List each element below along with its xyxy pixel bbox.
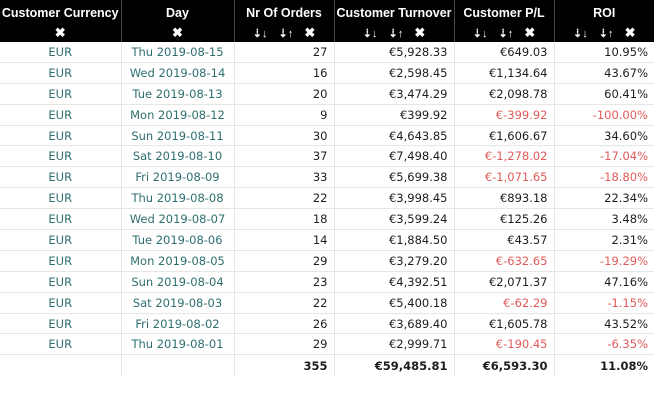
cell-turnover: €4,643.85	[334, 125, 454, 146]
cell-pl: €-190.45	[454, 334, 554, 355]
cell-pl: €125.26	[454, 209, 554, 230]
cell-roi: -18.80%	[554, 167, 654, 188]
cell-roi: -17.04%	[554, 146, 654, 167]
cell-roi: -19.29%	[554, 250, 654, 271]
cell-currency: EUR	[0, 271, 121, 292]
cell-turnover: €1,884.50	[334, 230, 454, 251]
cell-currency: EUR	[0, 62, 121, 83]
column-title: Day	[166, 6, 189, 20]
cell-turnover: €3,599.24	[334, 209, 454, 230]
cell-currency: EUR	[0, 313, 121, 334]
cell-roi: -100.00%	[554, 104, 654, 125]
cell-day: Sun 2019-08-11	[121, 125, 234, 146]
remove-column-icon[interactable]: ✖	[54, 25, 66, 40]
table-row	[0, 209, 654, 230]
remove-column-icon[interactable]: ✖	[304, 25, 316, 40]
column-header-day	[121, 0, 234, 42]
cell-orders: 20	[234, 83, 334, 104]
cell-currency: EUR	[0, 292, 121, 313]
total-orders: 355	[234, 355, 334, 378]
cell-turnover: €3,279.20	[334, 250, 454, 271]
cell-turnover: €399.92	[334, 104, 454, 125]
table-row	[0, 230, 654, 251]
sort-ascending-icon[interactable]: ⇣↑	[278, 28, 294, 40]
cell-day: Mon 2019-08-12	[121, 104, 234, 125]
cell-day: Wed 2019-08-14	[121, 62, 234, 83]
table-row	[0, 271, 654, 292]
sort-descending-icon[interactable]: ⇣↓	[472, 28, 488, 40]
cell-currency: EUR	[0, 125, 121, 146]
cell-day: Thu 2019-08-08	[121, 188, 234, 209]
table-row	[0, 334, 654, 355]
cell-roi: 3.48%	[554, 209, 654, 230]
cell-turnover: €7,498.40	[334, 146, 454, 167]
cell-currency: EUR	[0, 146, 121, 167]
cell-roi: 43.67%	[554, 62, 654, 83]
table-row	[0, 83, 654, 104]
cell-pl: €1,134.64	[454, 62, 554, 83]
table-row	[0, 62, 654, 83]
cell-pl: €-62.29	[454, 292, 554, 313]
cell-day: Mon 2019-08-05	[121, 250, 234, 271]
cell-orders: 9	[234, 104, 334, 125]
column-title: Customer Currency	[1, 6, 119, 20]
cell-day: Sat 2019-08-03	[121, 292, 234, 313]
sort-ascending-icon[interactable]: ⇣↑	[388, 28, 404, 40]
cell-orders: 29	[234, 334, 334, 355]
table-row	[0, 188, 654, 209]
cell-orders: 29	[234, 250, 334, 271]
column-title: Nr Of Orders	[246, 6, 322, 20]
cell-roi: 22.34%	[554, 188, 654, 209]
cell-turnover: €5,699.38	[334, 167, 454, 188]
cell-currency: EUR	[0, 230, 121, 251]
cell-currency: EUR	[0, 104, 121, 125]
cell-orders: 22	[234, 188, 334, 209]
sort-descending-icon[interactable]: ⇣↓	[362, 28, 378, 40]
cell-turnover: €4,392.51	[334, 271, 454, 292]
cell-pl: €-399.92	[454, 104, 554, 125]
cell-currency: EUR	[0, 250, 121, 271]
cell-day: Sun 2019-08-04	[121, 271, 234, 292]
cell-roi: -1.15%	[554, 292, 654, 313]
column-title: ROI	[593, 6, 616, 20]
cell-pl: €2,098.78	[454, 83, 554, 104]
table-row	[0, 104, 654, 125]
total-roi: 11.08%	[554, 355, 654, 378]
cell-roi: 10.95%	[554, 42, 654, 62]
cell-turnover: €5,400.18	[334, 292, 454, 313]
cell-pl: €649.03	[454, 42, 554, 62]
cell-turnover: €3,689.40	[334, 313, 454, 334]
column-header-customer-turnover	[334, 0, 454, 42]
cell-orders: 16	[234, 62, 334, 83]
cell-orders: 26	[234, 313, 334, 334]
cell-day: Wed 2019-08-07	[121, 209, 234, 230]
total-currency	[0, 355, 121, 378]
cell-day: Tue 2019-08-06	[121, 230, 234, 251]
cell-day: Fri 2019-08-02	[121, 313, 234, 334]
column-title: Customer P/L	[463, 6, 545, 20]
total-pl: €6,593.30	[454, 355, 554, 378]
cell-roi: 34.60%	[554, 125, 654, 146]
cell-pl: €1,606.67	[454, 125, 554, 146]
table-row	[0, 313, 654, 334]
cell-turnover: €2,598.45	[334, 62, 454, 83]
cell-turnover: €3,474.29	[334, 83, 454, 104]
column-header-nr-of-orders	[234, 0, 334, 42]
cell-pl: €1,605.78	[454, 313, 554, 334]
cell-pl: €2,071.37	[454, 271, 554, 292]
sort-descending-icon[interactable]: ⇣↓	[252, 28, 268, 40]
sort-descending-icon[interactable]: ⇣↓	[573, 28, 588, 40]
cell-currency: EUR	[0, 188, 121, 209]
column-header-customer-pl	[454, 0, 554, 42]
cell-roi: 47.16%	[554, 271, 654, 292]
cell-turnover: €5,928.33	[334, 42, 454, 62]
cell-orders: 33	[234, 167, 334, 188]
cell-currency: EUR	[0, 334, 121, 355]
cell-currency: EUR	[0, 83, 121, 104]
cell-roi: 60.41%	[554, 83, 654, 104]
column-header-roi	[554, 0, 654, 42]
totals-row	[0, 355, 654, 378]
cell-roi: 2.31%	[554, 230, 654, 251]
cell-orders: 23	[234, 271, 334, 292]
table-row	[0, 167, 654, 188]
remove-column-icon[interactable]: ✖	[624, 25, 636, 40]
cell-orders: 37	[234, 146, 334, 167]
cell-currency: EUR	[0, 167, 121, 188]
cell-day: Fri 2019-08-09	[121, 167, 234, 188]
cell-day: Thu 2019-08-15	[121, 42, 234, 62]
table-row	[0, 292, 654, 313]
cell-pl: €-632.65	[454, 250, 554, 271]
sort-ascending-icon[interactable]: ⇣↑	[598, 28, 614, 40]
remove-column-icon[interactable]: ✖	[172, 25, 183, 40]
remove-column-icon[interactable]: ✖	[414, 25, 426, 40]
cell-orders: 30	[234, 125, 334, 146]
cell-orders: 14	[234, 230, 334, 251]
cell-roi: 43.52%	[554, 313, 654, 334]
cell-turnover: €2,999.71	[334, 334, 454, 355]
cell-orders: 27	[234, 42, 334, 62]
cell-day: Tue 2019-08-13	[121, 83, 234, 104]
cell-pl: €43.57	[454, 230, 554, 251]
table-row	[0, 146, 654, 167]
cell-currency: EUR	[0, 209, 121, 230]
cell-roi: -6.35%	[554, 334, 654, 355]
cell-orders: 18	[234, 209, 334, 230]
table-body	[0, 42, 654, 355]
cell-day: Thu 2019-08-01	[121, 334, 234, 355]
table-row	[0, 125, 654, 146]
column-header-customer-currency	[0, 0, 121, 42]
cell-currency: EUR	[0, 42, 121, 62]
column-title: Customer Turnover	[336, 6, 452, 20]
table-row	[0, 250, 654, 271]
table-row	[0, 42, 654, 62]
cell-day: Sat 2019-08-10	[121, 146, 234, 167]
cell-pl: €893.18	[454, 188, 554, 209]
remove-column-icon[interactable]: ✖	[524, 25, 536, 40]
cell-pl: €-1,278.02	[454, 146, 554, 167]
total-day	[121, 355, 234, 378]
table-header-row	[0, 0, 654, 42]
cell-orders: 22	[234, 292, 334, 313]
cell-turnover: €3,998.45	[334, 188, 454, 209]
cell-pl: €-1,071.65	[454, 167, 554, 188]
total-turnover: €59,485.81	[334, 355, 454, 378]
sort-ascending-icon[interactable]: ⇣↑	[498, 28, 514, 40]
